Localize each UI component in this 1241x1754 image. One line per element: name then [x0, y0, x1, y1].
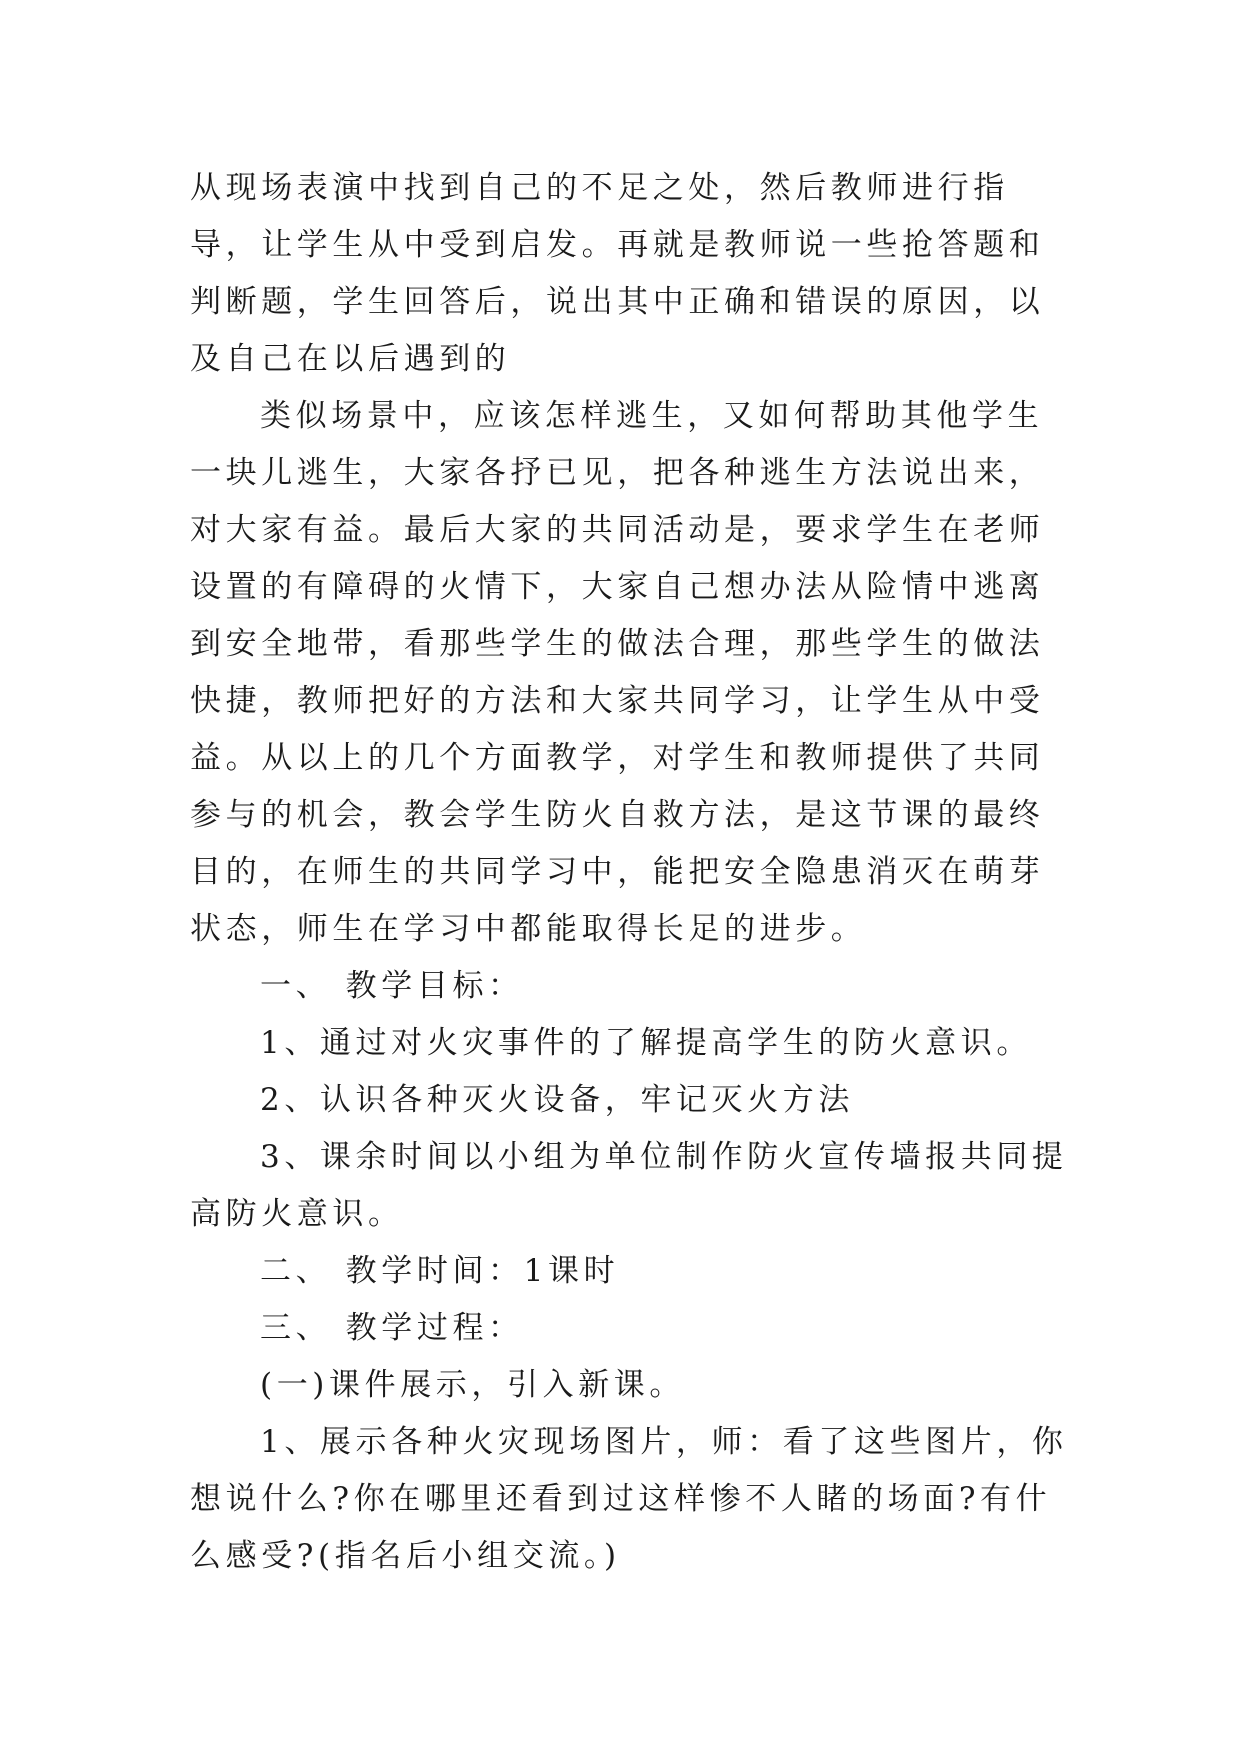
paragraph-escape-methods: 类似场景中，应该怎样逃生，又如何帮助其他学生一块儿逃生，大家各抒已见，把各种逃生方法说出来，对大家有益。最后大家的共同活动是，要求学生在老师设置的有障碍的火情下，大家自己想办法从险情中逃离到安全地带，看那些学生的做法合理，那些学生的做法快捷，教师把好的方法和大家共同学习，让学生从中受益。从以上的几个方面教学，对学生和教师提供了共同参与的机会，教会学生防火自救方法，是这节课的最终目的，在师生的共同学习中，能把安全隐患消灭在萌芽状态，师生在学习中都能取得长足的进步。 [190, 398, 1045, 947]
subsection-heading-courseware: (一)课件展示，引入新课。 [260, 1367, 685, 1403]
goal-item-1: 1、通过对火灾事件的了解提高学生的防火意识。 [260, 1025, 1032, 1061]
section-heading-time: 二、 教学时间：1课时 [260, 1253, 620, 1289]
goal-item-3: 3、课余时间以小组为单位制作防火宣传墙报共同提高防火意识。 [190, 1139, 1068, 1232]
goal-item-2: 2、认识各种灭火设备，牢记灭火方法 [260, 1082, 854, 1118]
section-heading-goals: 一、 教学目标： [260, 968, 524, 1004]
paragraph-continuation: 从现场表演中找到自己的不足之处，然后教师进行指导，让学生从中受到启发。再就是教师说一些抢答题和判断题，学生回答后，说出其中正确和错误的原因，以及自己在以后遇到的 [190, 170, 1045, 377]
document-body [190, 160, 1070, 1585]
section-heading-process: 三、 教学过程： [260, 1310, 524, 1346]
process-step-1: 1、展示各种火灾现场图片，师：看了这些图片，你想说什么?你在哪里还看到过这样惨不人睹的场面?有什么感受?(指名后小组交流。) [190, 1424, 1068, 1574]
